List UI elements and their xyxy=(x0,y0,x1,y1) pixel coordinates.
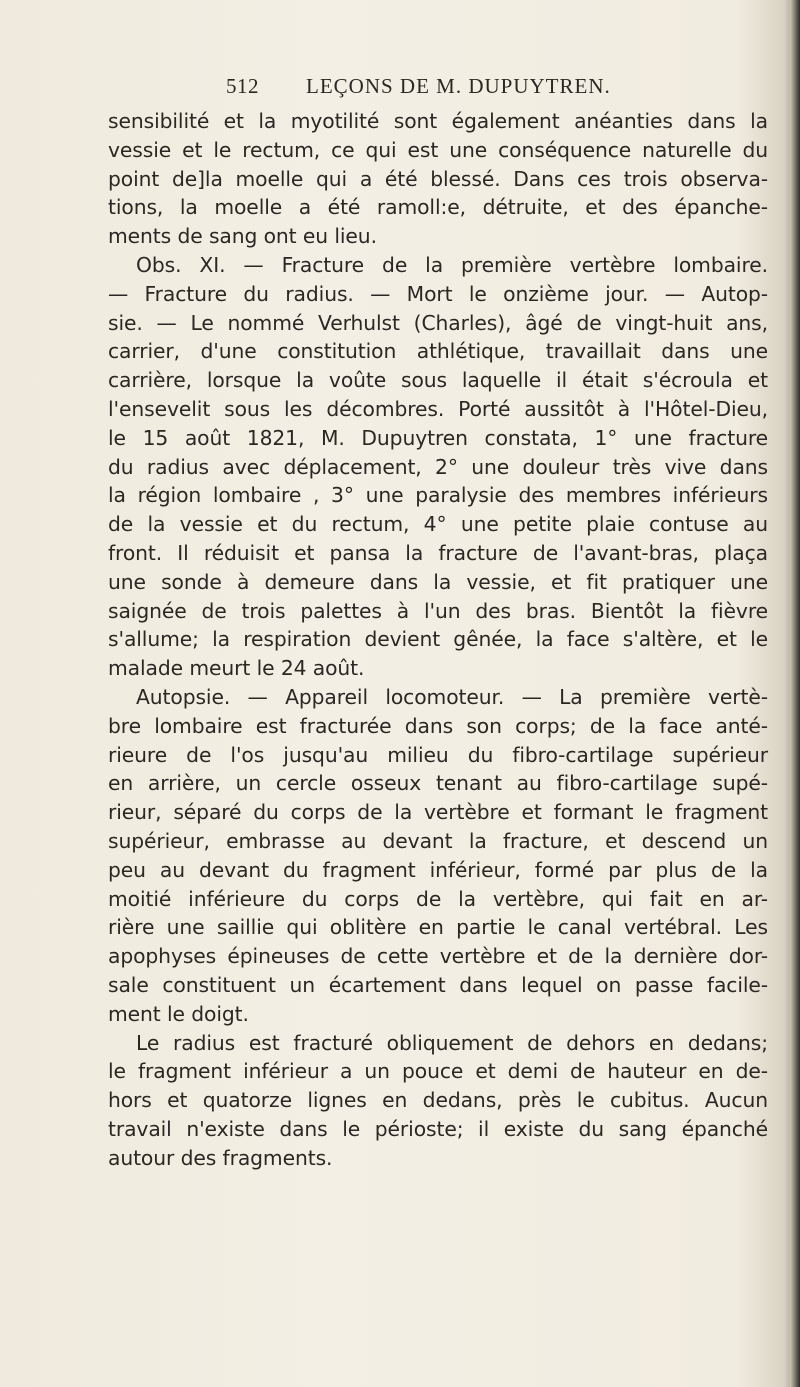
text-line: malade meurt le 24 août. xyxy=(108,656,365,681)
text-line: carrière, lorsque la voûte sous laquelle il était s'écroula et xyxy=(108,368,768,393)
text-line: sie. — Le nommé Verhulst (Charles), âgé de vingt-huit ans, xyxy=(108,310,768,335)
text-line: l'ensevelit sous les décombres. Porté aussitôt à l'Hôtel-Dieu, xyxy=(108,396,768,421)
text-line: du radius avec déplacement, 2° une douleur très vive dans xyxy=(108,454,768,479)
text-line: vessie et le rectum, ce qui est une conséquence naturelle du xyxy=(108,137,768,162)
text-line: s'allume; la respiration devient gênée, la face s'altère, et le xyxy=(108,627,768,652)
text-line: travail n'existe dans le périoste; il existe du sang épanché xyxy=(108,1116,768,1141)
text-line: le fragment inférieur a un pouce et demi de hauteur en de- xyxy=(108,1059,768,1084)
text-line: rière une saillie qui oblitère en partie le canal vertébral. Les xyxy=(108,915,768,940)
text-line: sale constituent un écartement dans lequel on passe facile- xyxy=(108,972,768,997)
text-line: rieur, séparé du corps de la vertèbre et formant le fragment xyxy=(108,800,768,825)
text-line: Autopsie. — Appareil locomoteur. — La première vertè- xyxy=(136,684,768,709)
running-title: LEÇONS DE M. DUPUYTREN. xyxy=(306,74,611,98)
text-line: point de]la moelle qui a été blessé. Dans ces trois observa- xyxy=(108,166,768,191)
text-line: hors et quatorze lignes en dedans, près le cubitus. Aucun xyxy=(108,1088,768,1113)
text-line: en arrière, un cercle osseux tenant au fibro-cartilage supé- xyxy=(108,771,768,796)
text-line: autour des fragments. xyxy=(108,1145,333,1170)
text-line: rieure de l'os jusqu'au milieu du fibro-cartilage supérieur xyxy=(108,742,768,767)
text-line: saignée de trois palettes à l'un des bras. Bientôt la fièvre xyxy=(108,598,768,623)
text-line: peu au devant du fragment inférieur, formé par plus de la xyxy=(108,857,768,882)
page-number: 512 xyxy=(226,74,259,98)
text-line: de la vessie et du rectum, 4° une petite plaie contuse au xyxy=(108,512,768,537)
page-edge-shadow xyxy=(790,0,800,1387)
text-line: supérieur, embrasse au devant la fracture, et descend un xyxy=(108,828,768,853)
text-line: une sonde à demeure dans la vessie, et fit pratiquer une xyxy=(108,569,768,594)
text-line: ments de sang ont eu lieu. xyxy=(108,224,377,249)
text-line: apophyses épineuses de cette vertèbre et de la dernière dor- xyxy=(108,944,768,969)
text-line: front. Il réduisit et pansa la fracture de l'avant-bras, plaça xyxy=(108,540,768,565)
text-line: le 15 août 1821, M. Dupuytren constata, 1° une fracture xyxy=(108,425,768,450)
text-line: Le radius est fracturé obliquement de dehors en dedans; xyxy=(136,1030,768,1055)
text-line: sensibilité et la myotilité sont également anéanties dans la xyxy=(108,109,768,133)
text-line: — Fracture du radius. — Mort le onzième jour. — Autop- xyxy=(108,281,768,306)
text-line: Obs. XI. — Fracture de la première vertèbre lombaire. xyxy=(136,252,768,277)
page-header xyxy=(226,74,766,102)
text-line: ment le doigt. xyxy=(108,1001,249,1026)
text-line: tions, la moelle a été ramoll:e, détruite, et des épanche- xyxy=(108,195,768,220)
text-line: moitié inférieure du corps de la vertèbre, qui fait en ar- xyxy=(108,886,768,911)
text-line: la région lombaire , 3° une paralysie des membres inférieurs xyxy=(108,483,768,508)
text-line: bre lombaire est fracturée dans son corps; de la face anté- xyxy=(108,713,768,738)
body-text xyxy=(108,107,768,1172)
text-line: carrier, d'une constitution athlétique, travaillait dans une xyxy=(108,339,768,364)
